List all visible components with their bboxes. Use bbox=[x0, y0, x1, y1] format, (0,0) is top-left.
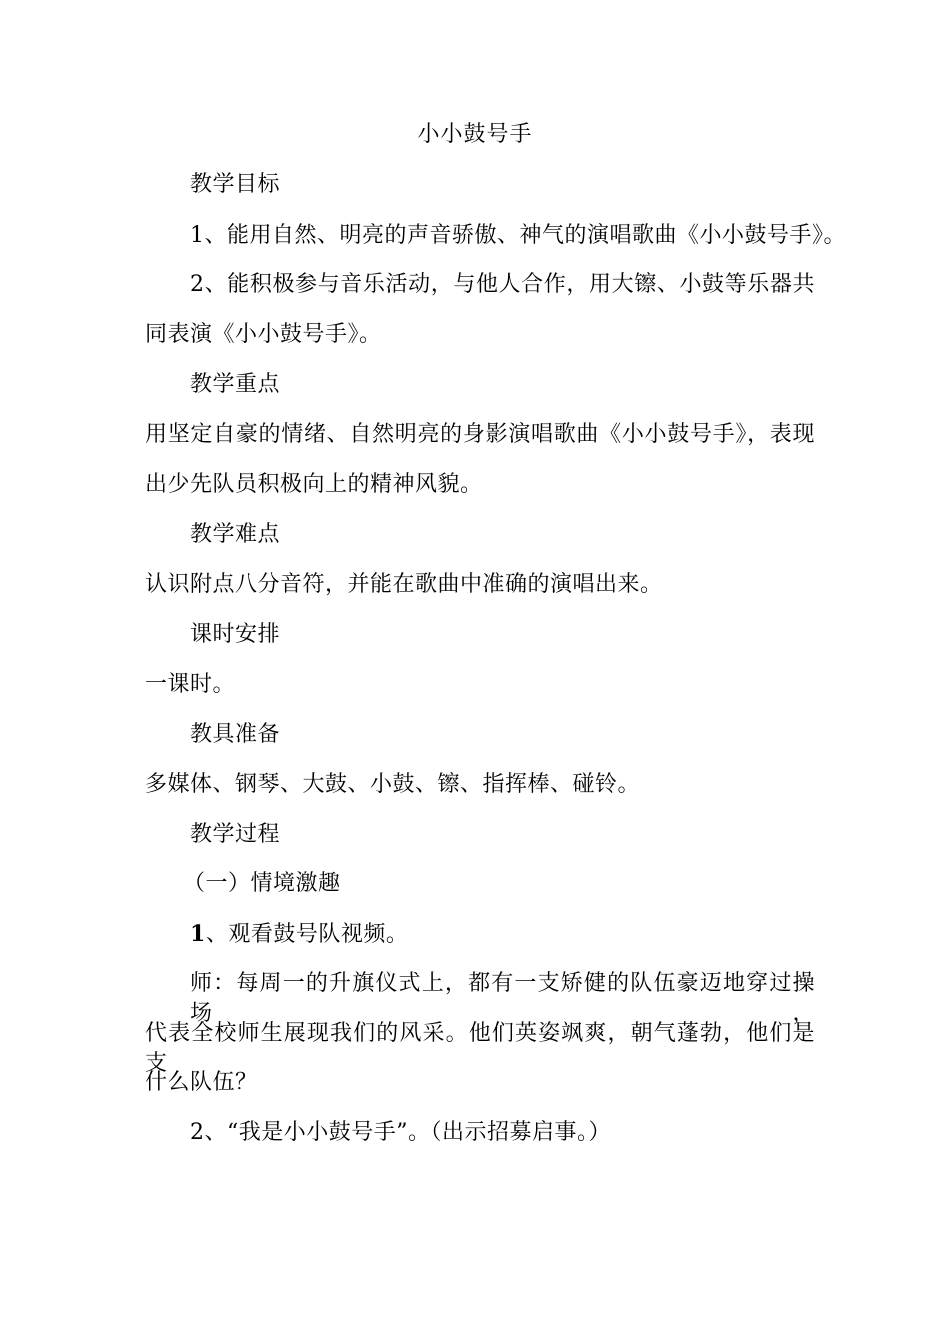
tools-heading: 教具准备 bbox=[190, 722, 281, 747]
step-1-number: 1 bbox=[190, 921, 206, 947]
goal-2-line-1: 2、能积极参与音乐活动，与他人合作，用大镲、小鼓等乐器共 bbox=[190, 272, 815, 297]
tools-text: 多媒体、钢琴、大鼓、小鼓、镲、指挥棒、碰铃。 bbox=[145, 772, 641, 797]
schedule-heading: 课时安排 bbox=[190, 622, 281, 647]
step-1-text: 、观看鼓号队视频。 bbox=[205, 922, 409, 947]
goal-1: 1、能用自然、明亮的声音骄傲、神气的演唱歌曲《小小鼓号手》。 bbox=[190, 223, 846, 248]
teacher-line-3: 什么队伍？ bbox=[145, 1070, 258, 1095]
key-points-heading: 教学重点 bbox=[190, 372, 281, 397]
teacher-line-2: 代表全校师生展现我们的风采。他们英姿飒爽，朝气蓬勃，他们是支 bbox=[145, 1021, 815, 1076]
schedule-text: 一课时。 bbox=[145, 672, 236, 697]
difficulty-heading: 教学难点 bbox=[190, 522, 281, 547]
step-2: 2、“我是小小鼓号手”。（出示招募启事。） bbox=[190, 1120, 611, 1145]
key-points-line-2: 出少先队员积极向上的精神风貌。 bbox=[145, 472, 483, 497]
goals-heading: 教学目标 bbox=[190, 172, 281, 197]
process-heading: 教学过程 bbox=[190, 822, 281, 847]
difficulty-text: 认识附点八分音符，并能在歌曲中准确的演唱出来。 bbox=[145, 572, 663, 597]
step-1 bbox=[190, 919, 815, 950]
document-title: 小小鼓号手 bbox=[417, 122, 533, 147]
step-heading: （一）情境激趣 bbox=[183, 871, 341, 896]
key-points-line-1: 用坚定自豪的情绪、自然明亮的身影演唱歌曲《小小鼓号手》，表现 bbox=[145, 422, 815, 447]
goal-2-line-2: 同表演《小小鼓号手》。 bbox=[145, 322, 382, 347]
teacher-line-1: 师：每周一的升旗仪式上，都有一支矫健的队伍豪迈地穿过操场， bbox=[190, 971, 815, 1026]
